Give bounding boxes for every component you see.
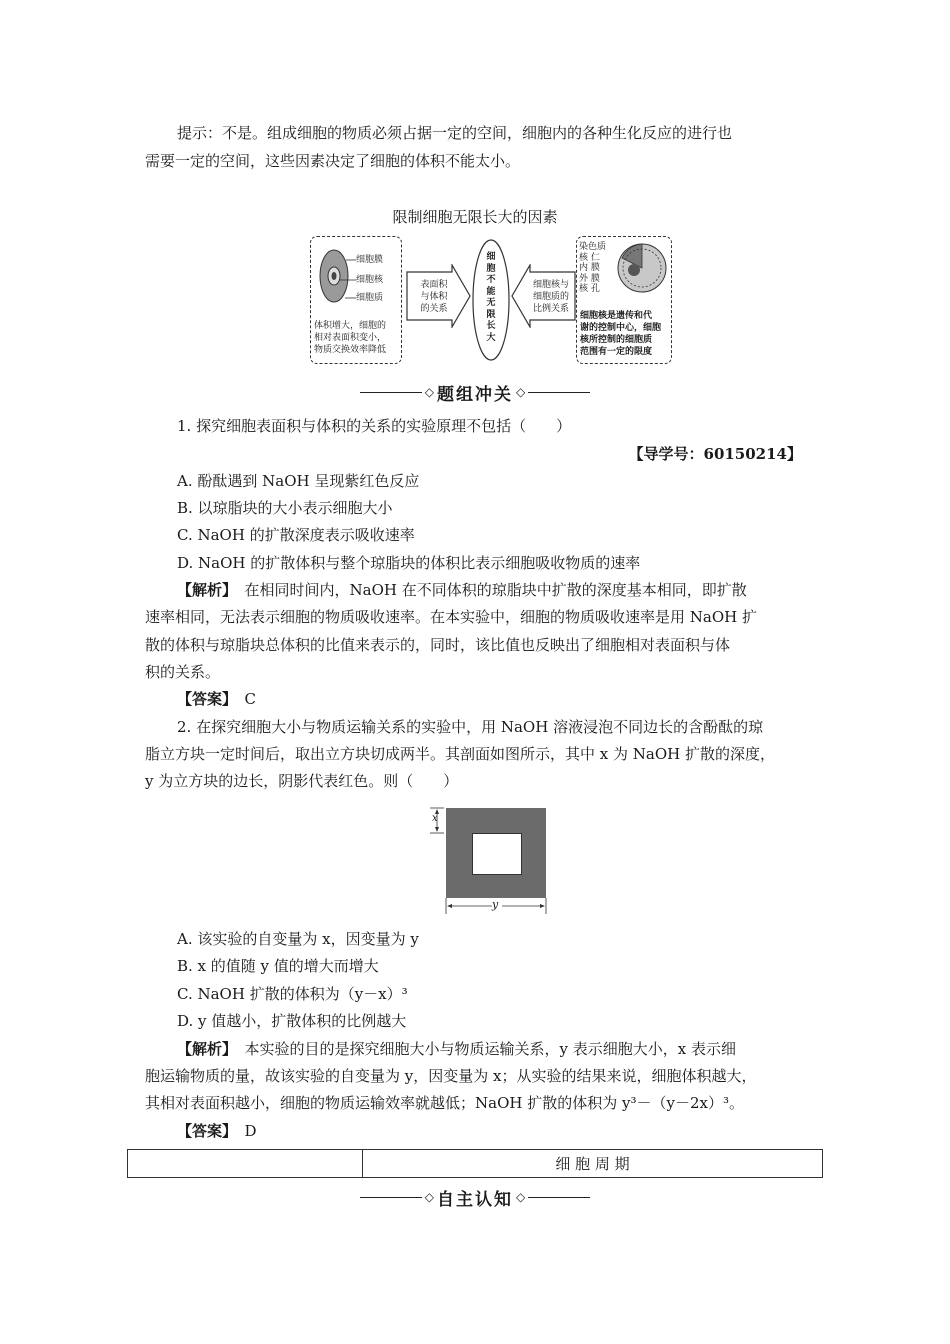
cell-cycle-table (127, 1149, 823, 1178)
table-cell-empty (128, 1150, 363, 1178)
q1-analysis-line-4: 积的关系。 (145, 663, 221, 681)
banner-title: 自主认知 (437, 1189, 513, 1210)
label-y: y (492, 898, 499, 911)
nucleus-icon (610, 240, 668, 298)
q1-guide-number: 【导学号：60150214】 (628, 445, 802, 463)
q2-analysis-line-2: 胞运输物质的量，故该实验的自变量为 y，因变量为 x；从实验的结果来说，细胞体积越大， (145, 1067, 757, 1085)
q1-analysis-line-3: 散的体积与琼脂块总体积的比值来表示的，同时，该比值也反映出了细胞相对表面积与体 (145, 636, 731, 654)
section-banner-self-study (0, 1185, 950, 1209)
q1-answer (177, 688, 256, 709)
hint-line-1: 提示：不是。组成细胞的物质必须占据一定的空间，细胞内的各种生化反应的进行也 (177, 124, 733, 142)
dimension-markers (428, 800, 554, 916)
left-arrow-text: 表面积 与体积 的关系 (420, 280, 448, 314)
cell-size-diagram (310, 236, 672, 364)
hint-line-2: 需要一定的空间，这些因素决定了细胞的体积不能太小。 (145, 152, 521, 170)
banner-title: 题组冲关 (437, 384, 513, 405)
q1-analysis-label: 【解析】 (177, 581, 230, 599)
cell-icon (316, 246, 356, 306)
q1-analysis-line-1: 【解析】 在相同时间内，NaOH 在不同体积的琼脂块中扩散的深度基本相同，即扩散 (177, 581, 747, 599)
nucleus-labels: 染色质 核 仁 内 膜 外 膜 核 孔 (579, 242, 607, 294)
diamond-icon: ◇ (424, 385, 434, 399)
diamond-icon: ◇ (424, 1190, 434, 1204)
q2-stem-line-3: y 为立方块的边长，阴影代表红色。则（ ） (145, 772, 459, 790)
q1-stem: 1. 探究细胞表面积与体积的关系的实验原理不包括（ ） (177, 417, 572, 435)
diamond-icon: ◇ (516, 385, 526, 399)
q2-answer-label: 【答案】 (177, 1122, 230, 1140)
section-banner-practice (0, 380, 950, 404)
q1-answer-label: 【答案】 (177, 690, 230, 708)
q1-answer-value: C (244, 690, 257, 708)
q2-analysis-line-3: 其相对表面积越小，细胞的物质运输效率就越低；NaOH 扩散的体积为 y³－（y－2x）³。 (145, 1094, 744, 1112)
left-note: 体积增大，细胞的 相对表面积变小， 物质交换效率降低 (314, 321, 387, 355)
center-text: 细 胞 不 能 无 限 长 大 (486, 252, 496, 343)
q1-option-d: D. NaOH 的扩散体积与整个琼脂块的体积比表示细胞吸收物质的速率 (177, 554, 641, 572)
label-cytoplasm: 细胞质 (356, 293, 384, 303)
q2-analysis-label: 【解析】 (177, 1040, 230, 1058)
q2-stem-line-2: 脂立方块一定时间后，取出立方块切成两半。其剖面如图所示，其中 x 为 NaOH 扩散的深度， (145, 745, 775, 763)
diamond-icon: ◇ (516, 1190, 526, 1204)
q1-analysis-line-2: 速率相同，无法表示细胞的物质吸收速率。在本实验中，细胞的物质吸收速率是用 NaOH 扩 (145, 608, 757, 626)
q2-stem-line-1: 2. 在探究细胞大小与物质运输关系的实验中，用 NaOH 溶液浸泡不同边长的含酚酞的琼 (177, 718, 764, 736)
label-cell-membrane: 细胞膜 (356, 255, 384, 265)
q1-option-c: C. NaOH 的扩散深度表示吸收速率 (177, 526, 415, 544)
right-note: 细胞核是遗传和代 谢的控制中心，细胞 核所控制的细胞质 范围有一定的限度 (580, 311, 662, 357)
q2-option-d: D. y 值越小，扩散体积的比例越大 (177, 1012, 407, 1030)
figure-caption: 限制细胞无限长大的因素 (392, 208, 558, 226)
q2-answer-value: D (244, 1122, 257, 1140)
q2-analysis-line-1: 【解析】 本实验的目的是探究细胞大小与物质运输关系，y 表示细胞大小，x 表示细 (177, 1040, 736, 1058)
q2-option-c: C. NaOH 扩散的体积为（y－x）³ (177, 985, 408, 1003)
label-nucleus: 细胞核 (356, 275, 384, 285)
q1-option-a: A. 酚酞遇到 NaOH 呈现紫红色反应 (177, 472, 420, 490)
right-arrow-text: 细胞核与 细胞质的 比例关系 (532, 280, 569, 314)
q2-option-b: B. x 的值随 y 值的增大而增大 (177, 957, 379, 975)
q2-answer (177, 1120, 257, 1141)
table-title: 细 胞 周 期 (363, 1150, 823, 1178)
q2-option-a: A. 该实验的自变量为 x，因变量为 y (177, 930, 419, 948)
agar-cube-section-figure (428, 800, 554, 916)
q1-option-b: B. 以琼脂块的大小表示细胞大小 (177, 499, 393, 517)
label-x: x (432, 813, 438, 824)
